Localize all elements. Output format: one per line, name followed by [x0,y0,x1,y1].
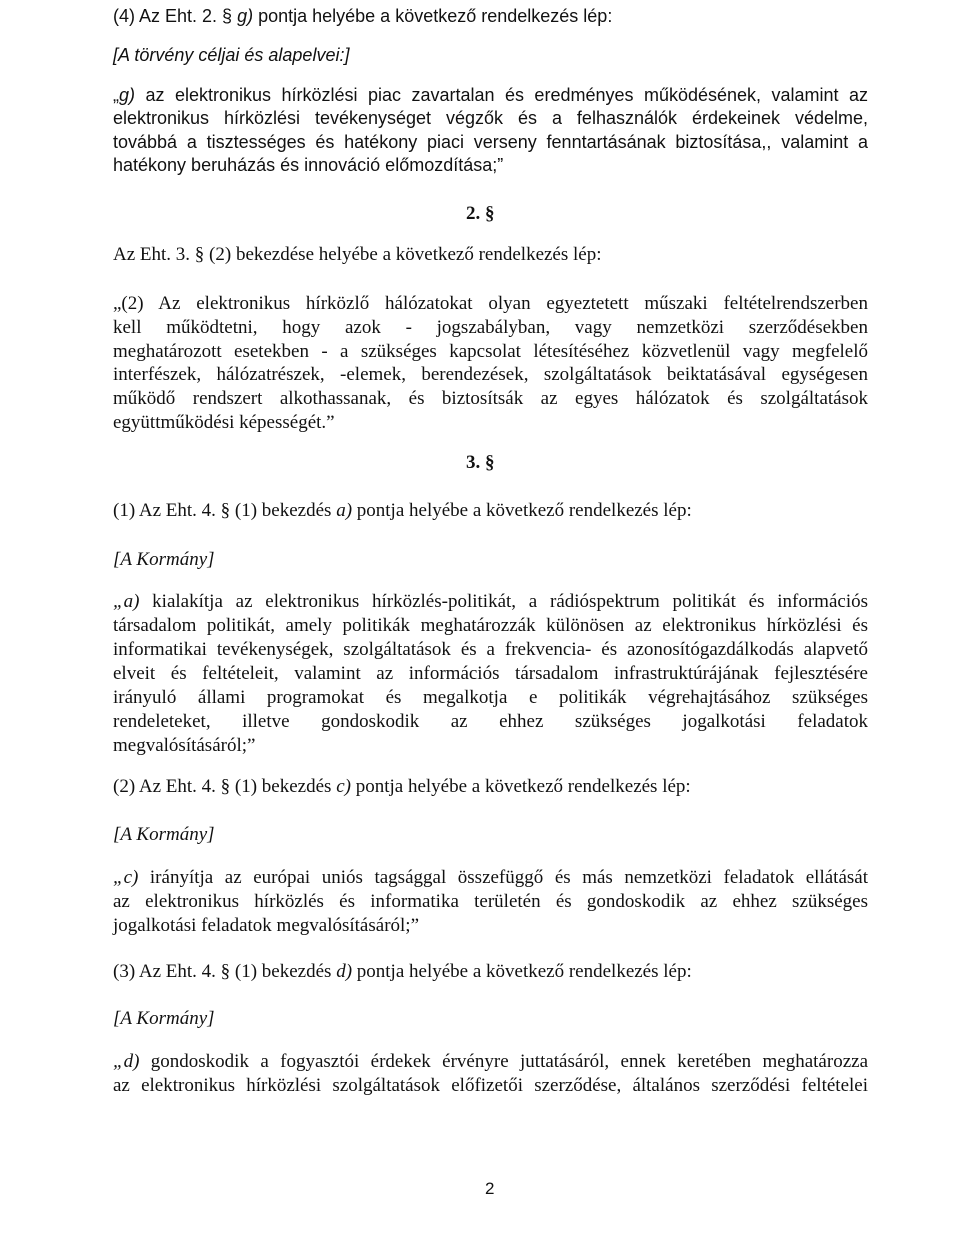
paragraph-line: kell működtetni, hogy azok - jogszabályban, vagy nemzetközi szerződésekben [113,317,868,338]
section-heading: 2. § [466,203,495,224]
amendment-intro: (3) Az Eht. 4. § (1) bekezdés d) pontja helyébe a következő rendelkezés lép: [113,961,692,982]
page-number: 2 [485,1179,495,1198]
bracket-heading: [A törvény céljai és alapelvei:] [113,45,350,65]
paragraph-line: együttműködési képességét.” [113,412,335,433]
paragraph-line: „(2) Az elektronikus hírközlő hálózatokat olyan egyeztetett műszaki feltételrendszerben [113,293,868,314]
paragraph-line: informatikai tevékenységek, szolgáltatások és a frekvencia- és azonosítógazdálkodás alapvető [113,639,868,660]
amendment-intro: (2) Az Eht. 4. § (1) bekezdés c) pontja helyébe a következő rendelkezés lép: [113,776,691,797]
paragraph-line: irányuló állami programokat és megalkotja e politikák végrehajtásához szükséges [113,687,868,708]
paragraph-line: meghatározott esetekben - a szükséges kapcsolat létesítéséhez közvetlenül vagy megfelelő [113,341,868,362]
paragraph-line: továbbá a tisztességes és hatékony piaci verseny fenntartásának biztosítása,, valamint a [113,132,868,152]
paragraph-line: az elektronikus hírközlési szolgáltatások előfizetői szerződése, általános szerződési feltételei [113,1075,868,1096]
paragraph-line: működő rendszert alkothassanak, és biztosítsák az egyes hálózatok és szolgáltatások [113,388,868,409]
paragraph-line: elektronikus hírközlési tevékenységet végzők és a felhasználók érdekeinek védelme, [113,108,868,128]
paragraph-line: hatékony beruházás és innováció előmozdítása;” [113,155,504,175]
amendment-intro: (4) Az Eht. 2. § g) pontja helyébe a következő rendelkezés lép: [113,6,613,26]
paragraph-line: „a) kialakítja az elektronikus hírközlés-politikát, a rádióspektrum politikát és információs [113,591,868,612]
amendment-intro: Az Eht. 3. § (2) bekezdése helyébe a következő rendelkezés lép: [113,244,602,265]
bracket-heading: [A Kormány] [113,1008,215,1029]
paragraph-line: az elektronikus hírközlés és informatika területén és gondoskodik az ehhez szükséges [113,891,868,912]
paragraph-line: rendeleteket, illetve gondoskodik az ehhez szükséges jogalkotási feladatok [113,711,868,732]
paragraph-line: megvalósításáról;” [113,735,256,756]
paragraph-line: társadalom politikát, amely politikák meghatározzák különösen az elektronikus hírközlési és [113,615,868,636]
section-heading: 3. § [466,452,495,473]
paragraph-line: „g) az elektronikus hírközlési piac zavartalan és eredményes működésének, valamint az [113,85,868,105]
amendment-intro: (1) Az Eht. 4. § (1) bekezdés a) pontja helyébe a következő rendelkezés lép: [113,500,692,521]
paragraph-line: elveit és feltételeit, valamint az információs társadalom infrastruktúrájának fejlesztésére [113,663,868,684]
paragraph-line: „c) irányítja az európai uniós tagsággal összefüggő és más nemzetközi feladatok ellátását [113,867,868,888]
bracket-heading: [A Kormány] [113,549,215,570]
paragraph-line: interfészek, hálózatrészek, -elemek, berendezések, szolgáltatások beiktatásával egységesen [113,364,868,385]
bracket-heading: [A Kormány] [113,824,215,845]
paragraph-line: jogalkotási feladatok megvalósításáról;” [113,915,420,936]
paragraph-line: „d) gondoskodik a fogyasztói érdekek érvényre juttatásáról, ennek keretében meghatározza [113,1051,868,1072]
